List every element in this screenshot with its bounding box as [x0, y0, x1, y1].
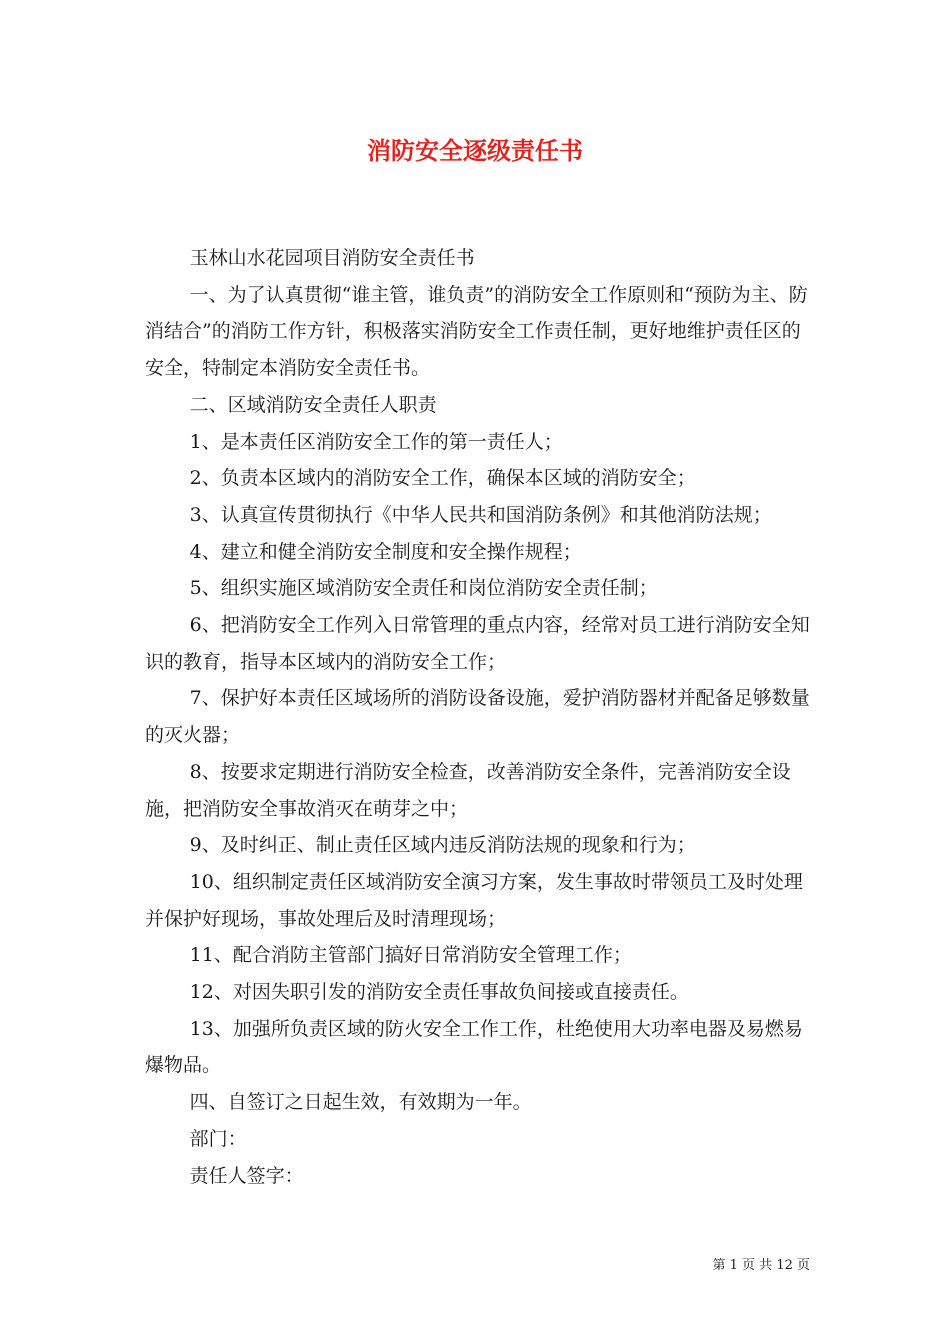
paragraph-item-4: 4、建立和健全消防安全制度和安全操作规程；	[189, 540, 582, 563]
paragraph-item-11: 11、配合消防主管部门搞好日常消防安全管理工作；	[189, 944, 632, 967]
paragraph-department: 部门：	[189, 1127, 247, 1150]
paragraph-item-12: 12、对因失职引发的消防安全责任事故负间接或直接责任。	[189, 981, 689, 1004]
paragraph-project-title: 玉林山水花园项目消防安全责任书	[189, 247, 475, 269]
paragraph-section-4: 四、自签订之日起生效，有效期为一年。	[189, 1091, 532, 1114]
paragraph-item-6: 6、把消防安全工作列入日常管理的重点内容，经常对员工进行消防安全知识的教育，指导本区域内的消防安全工作；	[145, 614, 810, 673]
paragraph-item-7: 7、保护好本责任区域场所的消防设备设施，爱护消防器材并配备足够数量的灭火器；	[145, 687, 810, 747]
paragraph-item-5: 5、组织实施区域消防安全责任和岗位消防安全责任制；	[189, 577, 658, 600]
paragraph-item-8: 8、按要求定期进行消防安全检查，改善消防安全条件，完善消防安全设施，把消防安全事故消灭在萌芽之中；	[145, 760, 791, 820]
document-body	[145, 240, 810, 1194]
paragraph-item-13: 13、加强所负责区域的防火安全工作工作，杜绝使用大功率电器及易燃易爆物品。	[145, 1017, 803, 1077]
paragraph-item-1: 1、是本责任区消防安全工作的第一责任人；	[189, 430, 563, 453]
paragraph-item-2: 2、负责本区域内的消防安全工作，确保本区域的消防安全；	[189, 467, 696, 490]
paragraph-section-1: 一、为了认真贯彻“谁主管，谁负责”的消防安全工作原则和“预防为主、防消结合”的消防工作方针，积极落实消防安全工作责任制，更好地维护责任区的安全，特制定本消防安全责任书。	[145, 283, 808, 380]
paragraph-section-2-heading: 二、区域消防安全责任人职责	[189, 393, 437, 416]
paragraph-item-3: 3、认真宣传贯彻执行《中华人民共和国消防条例》和其他消防法规；	[189, 503, 772, 526]
paragraph-item-9: 9、及时纠正、制止责任区域内违反消防法规的现象和行为；	[189, 834, 696, 857]
paragraph-signature: 责任人签字：	[189, 1164, 304, 1187]
document-title: 消防安全逐级责任书	[367, 136, 583, 165]
paragraph-item-10: 10、组织制定责任区域消防安全演习方案，发生事故时带领员工及时处理并保护好现场，事故处理后及时清理现场；	[145, 870, 803, 930]
page-footer: 第 1 页 共 12 页	[712, 1258, 810, 1273]
